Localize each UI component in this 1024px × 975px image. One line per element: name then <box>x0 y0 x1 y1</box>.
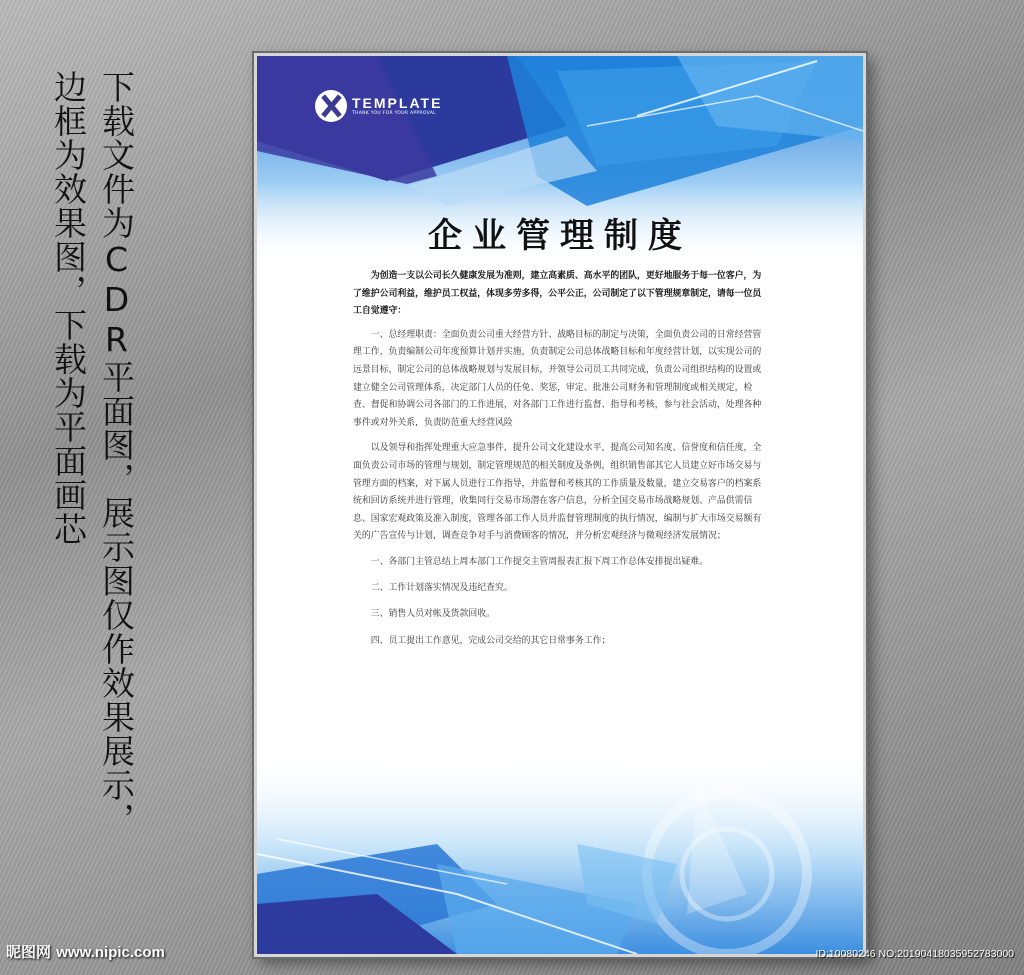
watermark-site: 昵图网 <box>6 943 52 961</box>
document-title: 企业管理制度 <box>428 216 692 256</box>
side-caption-line2: 边框为效果图，下载为平面画芯 <box>49 70 88 546</box>
list-item: 四、员工提出工作意见，完成公司交给的其它日常事务工作； <box>370 635 611 646</box>
body-paragraph: 以及领导和指挥处理重大应急事件，提升公司文化建设水平，提高公司知名度、信誉度和信任度，全面负责公司市场的管理与规划，制定管理规范的相关制度及条例，组织销售部其它人员建立好市场交易与管理方面的档案，对下属人员进行工作指导，并监督和考核其的工作质量及数量，建立交易客户的档案系统和回访系统并进行管理，收集同行交易市场潜在客户信息，分析全国交易市场战略规划、产品供需信息、国家宏观政策及准入制度，管理各部工作人员并监督管理制度的执行情况，编制与扩大市场交易额有关的广告宣传与计划，调查竞争对手与消费顾客的情况，并分析宏观经济与微观经济发展情况； <box>353 443 762 542</box>
template-logo <box>315 90 442 122</box>
side-caption-line1: 下载文件为CDR平面图，展示图仅作效果展示， <box>97 70 136 836</box>
logo-subtitle: THANK YOU FOR YOUR APPROVAL <box>352 110 436 116</box>
intro-paragraph: 为创造一支以公司长久健康发展为准则，建立高素质、高水平的团队，更好地服务于每一位客户，为了维护公司利益，维护员工权益，体现多劳多得，公平公正，公司制定了以下管理规章制定，请每一位员工自觉遵守： <box>353 271 762 317</box>
nipic-watermark <box>6 941 165 962</box>
poster-board <box>254 53 866 957</box>
document-body <box>353 268 763 659</box>
list-item: 三、销售人员对帐及货款回收。 <box>370 609 496 620</box>
watermark-id: ID:10080246 NO:20190418035952783000 <box>815 948 1014 960</box>
logo-title: TEMPLATE <box>352 94 443 111</box>
bottom-blue-decoration <box>257 754 863 954</box>
list-item: 二、工作计划落实情况及违纪查究。 <box>370 582 513 593</box>
body-paragraph: 一、总经理职责：全面负责公司重大经营方针、战略目标的制定与决策，全面负责公司的日常经营管理工作，负责编制公司年度预算计划并实施，负责制定公司总体战略目标和年度经营计划，以实现公司的远景目标，制定公司的总体战略规划与发展目标，并领导公司员工共同完成，负责公司组织结构的设置或建立健全公司管理体系，决定部门人员的任免、奖惩，审定、批准公司财务和管理制度或相关规定，检查、督促和协调公司各部门的工作进展，对各部门工作进行监督、指导和考核，参与社会活动，处理各种事件或对外关系，负责防范重大经营风险 <box>353 329 762 428</box>
watermark-url: www.nipic.com <box>56 944 165 961</box>
body-paragraph: 一、各部门主管总结上周本部门工作提交主管周报表汇报下周工作总体安排提出疑难。 <box>370 556 709 567</box>
x-logo-icon <box>315 90 347 122</box>
